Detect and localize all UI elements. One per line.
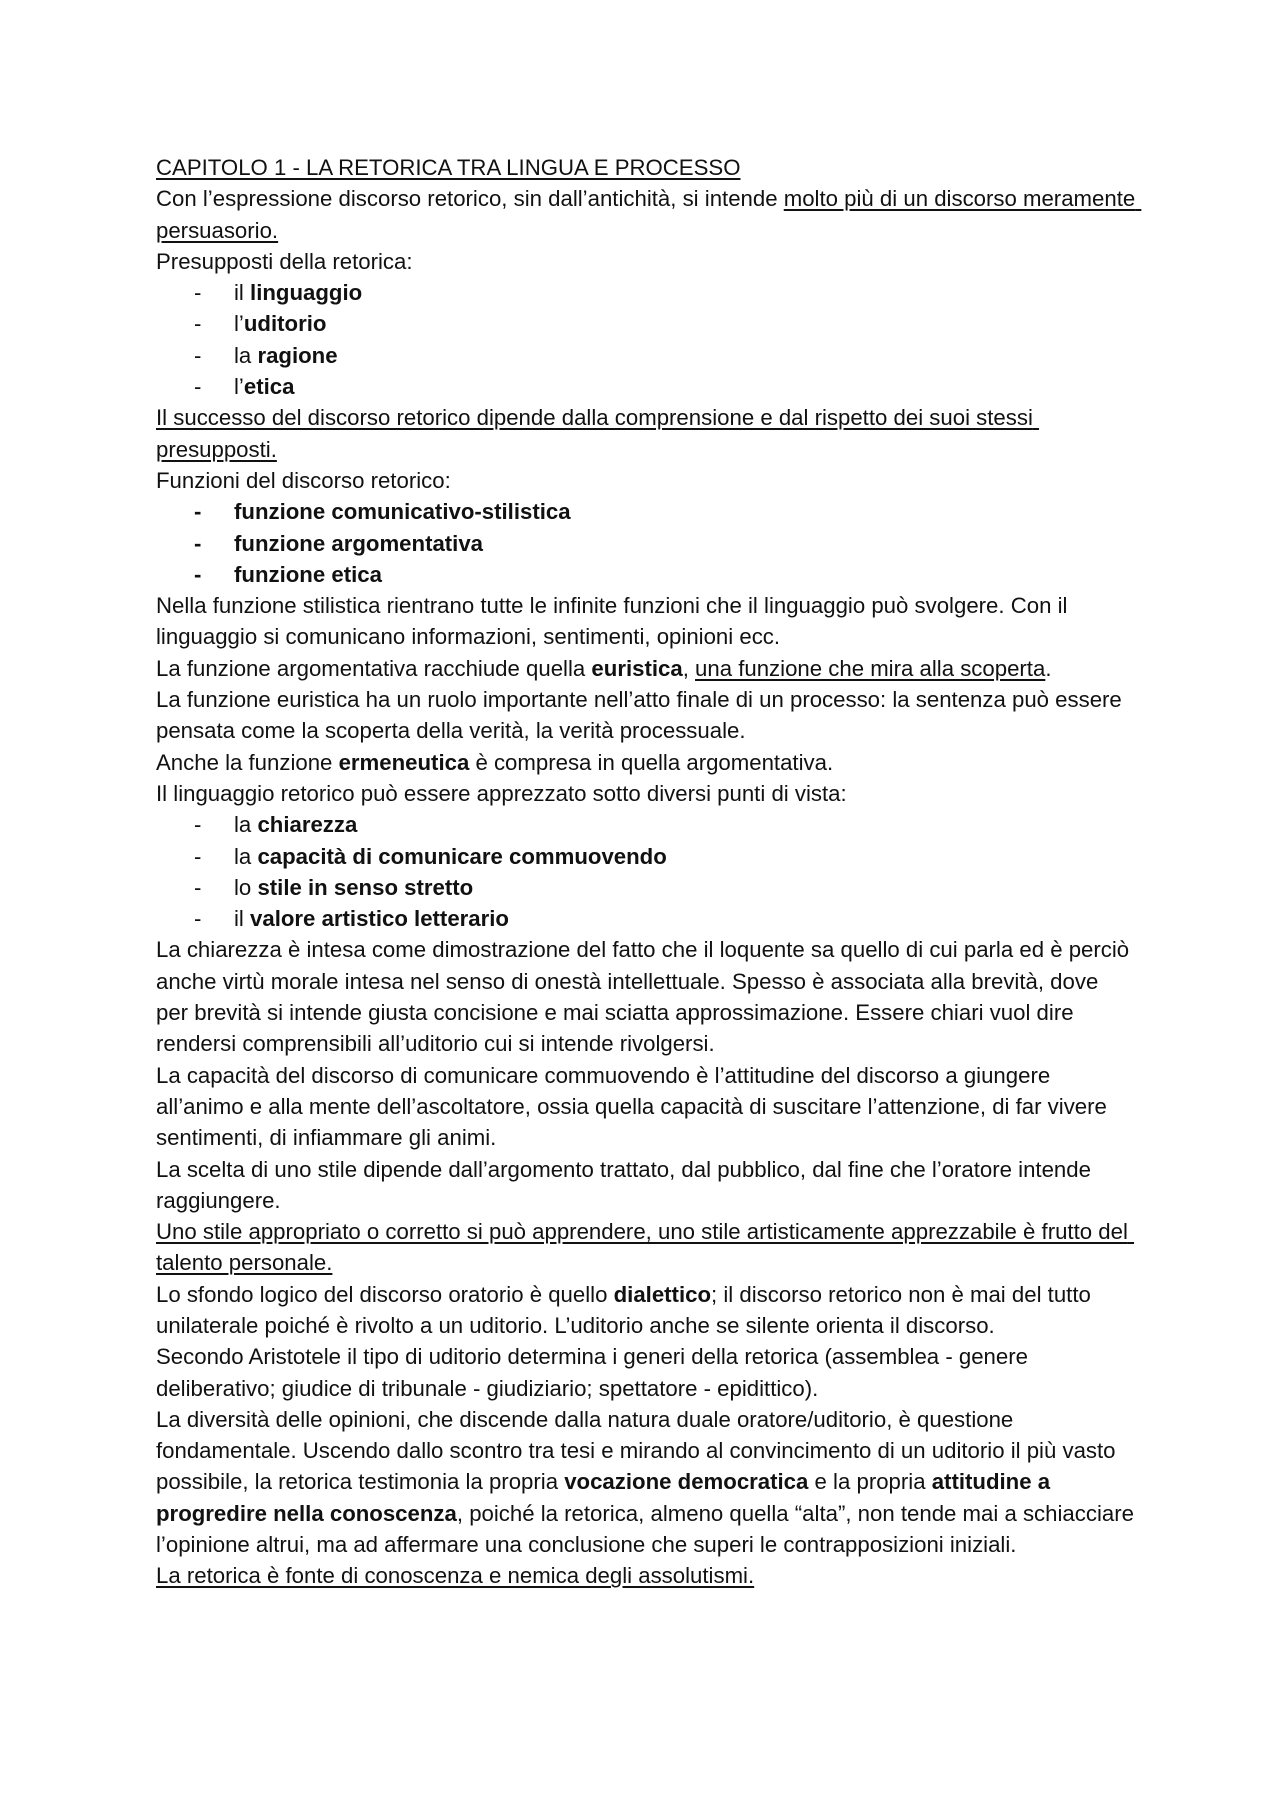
paragraph-stile-appropriato: Uno stile appropriato o corretto si può apprendere, uno stile artisticamente apprezzabile è frutto del talento personale.: [156, 1219, 1135, 1276]
text-span: è compresa in quella argomentativa.: [469, 749, 834, 775]
bold-span: euristica: [591, 655, 683, 681]
text-span: Con l’espressione discorso retorico, sin dall’antichità, si intende: [156, 186, 784, 212]
bold-span: stile in senso stretto: [257, 874, 474, 900]
text-span: , poiché la retorica, almeno quella “alta”, non tende mai a schiacciare l’opinione altrui, ma ad affermare una conclusione che superi le contrapposizioni iniziali.: [156, 1500, 1141, 1558]
paragraph-argomentativa: [156, 653, 1136, 684]
dash-bullet: -: [194, 530, 202, 556]
dash-bullet: -: [194, 561, 202, 587]
list-item: [156, 872, 1136, 903]
bold-span: funzione etica: [234, 561, 382, 587]
underlined-span: una funzione che mira alla scoperta: [695, 655, 1046, 681]
text-span: il: [234, 280, 251, 306]
list-item: [156, 841, 1136, 872]
text-span: Anche la funzione: [156, 749, 339, 775]
presupposti-list: [156, 277, 1136, 402]
bold-span: funzione comunicativo-stilistica: [234, 499, 571, 525]
dash-bullet: -: [194, 812, 202, 838]
bold-span: chiarezza: [257, 812, 358, 838]
dash-bullet: -: [194, 874, 202, 900]
bold-span: capacità di comunicare commuovendo: [257, 843, 667, 869]
list-item: [156, 277, 1136, 308]
bold-span: attitudine a progredire nella conoscenza: [156, 1469, 1057, 1526]
dash-bullet: -: [194, 499, 202, 525]
text-span: l’: [234, 311, 244, 337]
underlined-span: molto più di un discorso meramente persuasorio.: [156, 186, 1142, 243]
bold-span: linguaggio: [250, 280, 363, 306]
document-page: [156, 152, 1142, 1592]
paragraph-presupposti-heading: Presupposti della retorica:: [156, 248, 413, 274]
funzioni-list: [156, 496, 1136, 590]
text-span: Lo sfondo logico del discorso oratorio è quello: [156, 1281, 614, 1307]
text-span: La funzione argomentativa racchiude quella: [156, 655, 592, 681]
list-item: [156, 340, 1136, 371]
text-span: la: [234, 812, 258, 838]
text-span: la: [234, 843, 258, 869]
list-item: [156, 308, 1136, 339]
paragraph-funzioni-heading: Funzioni del discorso retorico:: [156, 467, 451, 493]
text-span: lo: [234, 874, 258, 900]
text-span: La diversità delle opinioni, che discende dalla natura duale oratore/uditorio, è questione fondamentale. Uscendo dallo scontro tra tesi e mirando al convincimento di un uditorio il più vasto possibile, la retorica testimonia la propria: [156, 1406, 1122, 1495]
paragraph-stile: La scelta di uno stile dipende dall’argomento trattato, dal pubblico, dal fine che l’oratore intende raggiungere.: [156, 1156, 1098, 1213]
list-item: [156, 496, 1136, 527]
text-span: ; il discorso retorico non è mai del tutto unilaterale poiché è rivolto a un uditorio. L’uditorio anche se silente orienta il discorso.: [156, 1281, 1098, 1338]
dash-bullet: -: [194, 311, 202, 337]
dash-bullet: -: [194, 280, 202, 306]
text-span: il: [234, 906, 251, 932]
text-span: .: [1045, 655, 1052, 681]
bold-span: vocazione democratica: [564, 1469, 809, 1495]
dash-bullet: -: [194, 843, 202, 869]
paragraph-commuovendo: La capacità del discorso di comunicare commuovendo è l’attitudine del discorso a giungere all’animo e alla mente dell’ascoltatore, ossia quella capacità di suscitare l’attenzione, di far vivere sentimenti, di infiammare gli animi.: [156, 1062, 1114, 1151]
paragraph-chiarezza: La chiarezza è intesa come dimostrazione del fatto che il loquente sa quello di cui parla ed è perciò anche virtù morale intesa nel senso di onestà intellettuale. Spesso è associata alla brevità, dove per brevità si intende giusta concisione e mai sciatta approssimazione. Essere chiari vuol dire rendersi comprensibili all’uditorio cui si intende rivolgersi.: [156, 937, 1136, 1057]
text-span: la: [234, 342, 258, 368]
bold-span: funzione argomentativa: [234, 530, 484, 556]
text-span: l’: [234, 374, 244, 400]
punti-list: [156, 809, 1136, 934]
paragraph-conclusione: La retorica è fonte di conoscenza e nemica degli assolutismi.: [156, 1563, 755, 1589]
dash-bullet: -: [194, 374, 202, 400]
bold-span: uditorio: [243, 311, 327, 337]
bold-span: ermeneutica: [338, 749, 470, 775]
list-item: [156, 559, 1136, 590]
bold-span: valore artistico letterario: [250, 906, 509, 932]
paragraph-intro: [156, 183, 1142, 246]
chapter-title: CAPITOLO 1 - LA RETORICA TRA LINGUA E PROCESSO: [156, 155, 741, 180]
bold-span: etica: [243, 374, 295, 400]
paragraph-stilistica: Nella funzione stilistica rientrano tutte le infinite funzioni che il linguaggio può svolgere. Con il linguaggio si comunicano informazioni, sentimenti, opinioni ecc.: [156, 593, 1074, 650]
text-span: ,: [682, 655, 696, 681]
list-item: [156, 528, 1136, 559]
list-item: [156, 903, 1136, 934]
paragraph-dialettico: [156, 1279, 1136, 1342]
paragraph-successo: Il successo del discorso retorico dipende dalla comprensione e dal rispetto dei suoi stessi presupposti.: [156, 405, 1040, 462]
paragraph-euristica: La funzione euristica ha un ruolo importante nell’atto finale di un processo: la sentenza può essere pensata come la scoperta della verità, la verità processuale.: [156, 687, 1128, 744]
paragraph-aristotele: Secondo Aristotele il tipo di uditorio determina i generi della retorica (assemblea - genere deliberativo; giudice di tribunale - giudiziario; spettatore - epidittico).: [156, 1344, 1035, 1401]
dash-bullet: -: [194, 906, 202, 932]
paragraph-ermeneutica: [156, 747, 1136, 778]
paragraph-punti-heading: Il linguaggio retorico può essere apprezzato sotto diversi punti di vista:: [156, 780, 847, 806]
dash-bullet: -: [194, 342, 202, 368]
list-item: [156, 809, 1136, 840]
bold-span: ragione: [257, 342, 338, 368]
text-span: e la propria: [808, 1469, 932, 1495]
list-item: [156, 371, 1136, 402]
paragraph-diversita: [156, 1404, 1141, 1560]
bold-span: dialettico: [613, 1281, 712, 1307]
